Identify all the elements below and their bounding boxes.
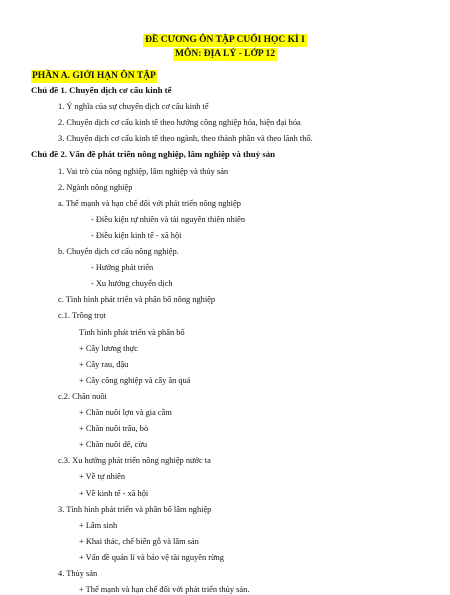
outline-item: 3. Chuyển dịch cơ cấu kinh tế theo ngành, theo thành phần và theo lãnh thổ. [58, 134, 313, 144]
outline-item: + Cây rau, đậu [79, 359, 129, 369]
outline-item: 1. Vai trò của nông nghiệp, lâm nghiệp và thủy sản [58, 166, 229, 176]
outline-item: 2. Ngành nông nghiệp [58, 182, 133, 192]
outline-item: - Xu hướng chuyển dịch [91, 279, 173, 289]
outline-item: b. Chuyển dịch cơ cấu nông nghiệp. [58, 247, 179, 256]
outline-item: Tình hình phát triển và phân bố [79, 327, 185, 337]
outline-item: - Điều kiện kinh tế - xã hội [91, 230, 182, 240]
outline-item: + Vấn đề quản lí và bảo vệ tài nguyên rừng [79, 552, 224, 562]
outline-item: c. Tình hình phát triển và phân bố nông nghiệp [58, 295, 216, 305]
outline-item: 4. Thủy sản [58, 569, 98, 578]
outline-item: + Về kinh tế - xã hội [79, 488, 149, 498]
outline-item: c.3. Xu hướng phát triển nông nghiệp nước ta [58, 456, 211, 466]
outline-item: 1. Ý nghĩa của sự chuyển dịch cơ cấu kinh tế [58, 102, 209, 112]
outline-item: 2. Chuyển dịch cơ cấu kinh tế theo hướng công nghiệp hóa, hiện đại hóa [58, 118, 301, 128]
outline-item: - Điều kiện tự nhiên và tài nguyên thiên nhiên [91, 214, 246, 224]
outline-item: + Lâm sinh [79, 520, 118, 530]
topic-heading: Chủ đề 1. Chuyển dịch cơ cấu kinh tế [31, 85, 172, 95]
outline-item: + Chăn nuôi lợn và gia cầm [79, 408, 172, 417]
outline-item: + Khai thác, chế biến gỗ và lâm sản [79, 536, 199, 546]
document-header [0, 29, 450, 57]
outline-item: c.1. Trồng trọt [58, 311, 106, 321]
document-subtitle: MÔN: ĐỊA LÝ - LỚP 12 [174, 49, 275, 59]
outline-item: c.2. Chăn nuôi [58, 391, 107, 401]
topic-heading: Chủ đề 2. Vấn đề phát triển nông nghiệp, lâm nghiệp và thuỷ sản [31, 149, 276, 160]
outline-item: + Chăn nuôi trâu, bò [79, 424, 149, 434]
outline-item: + Cây công nghiệp và cây ăn quả [79, 375, 191, 385]
document-title: ĐỀ CƯƠNG ÔN TẬP CUỐI HỌC KÌ I [145, 35, 305, 45]
outline-item: + Chăn nuôi dê, cừu [79, 440, 148, 450]
outline-item: a. Thế mạnh và hạn chế đối với phát triển nông nghiệp [58, 198, 241, 208]
outline-item: 3. Tình hình phát triển và phân bố lâm nghiệp [58, 504, 212, 514]
outline-item: + Thế mạnh và hạn chế đối với phát triển thủy sản. [79, 585, 250, 595]
section-heading: PHẦN A. GIỚI HẠN ÔN TẬP [32, 71, 156, 81]
outline-item: + Cây lương thực [79, 343, 138, 353]
outline-item: + Về tự nhiên [79, 472, 126, 482]
outline-item: - Hướng phát triển [91, 263, 154, 273]
